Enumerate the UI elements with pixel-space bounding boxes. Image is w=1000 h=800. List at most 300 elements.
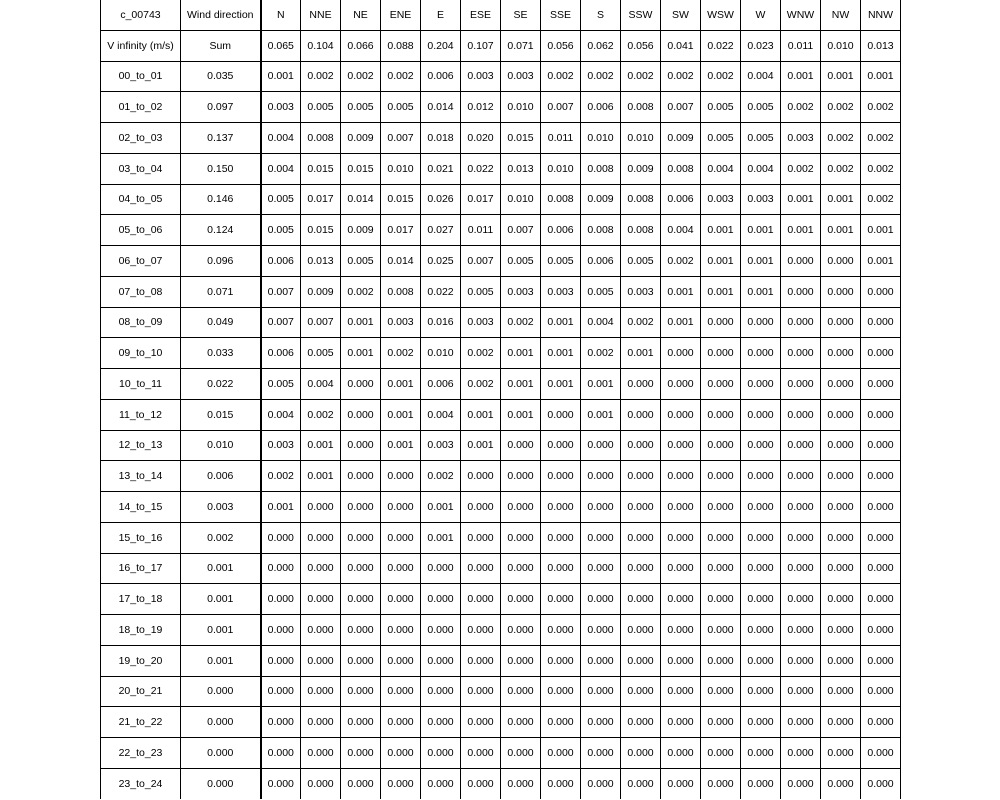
direction-value-cell: 0.007	[301, 307, 341, 338]
direction-value-cell: 0.002	[701, 61, 741, 92]
direction-value-cell: 0.007	[381, 123, 421, 154]
direction-value-cell: 0.003	[461, 307, 501, 338]
row-label-cell: 20_to_21	[101, 676, 181, 707]
total-cell: 0.137	[181, 123, 261, 154]
row-label-cell: V infinity (m/s)	[101, 30, 181, 61]
direction-value-cell: 0.000	[701, 553, 741, 584]
direction-value-cell: 0.000	[261, 522, 301, 553]
table-row	[101, 707, 901, 738]
direction-value-cell: 0.007	[661, 92, 701, 123]
direction-value-cell: 0.002	[421, 461, 461, 492]
total-cell: 0.000	[181, 707, 261, 738]
direction-value-cell: 0.000	[861, 492, 901, 523]
direction-value-cell: 0.007	[541, 92, 581, 123]
direction-value-cell: 0.000	[781, 768, 821, 798]
direction-value-cell: 0.005	[261, 369, 301, 400]
direction-value-cell: 0.000	[621, 430, 661, 461]
direction-value-cell: 0.000	[701, 430, 741, 461]
row-label-cell: 07_to_08	[101, 276, 181, 307]
direction-value-cell: 0.025	[421, 246, 461, 277]
direction-value-cell: 0.009	[581, 184, 621, 215]
direction-value-cell: 0.013	[501, 153, 541, 184]
direction-value-cell: 0.004	[741, 153, 781, 184]
direction-value-cell: SSW	[621, 0, 661, 30]
direction-value-cell: 0.005	[541, 246, 581, 277]
direction-value-cell: 0.000	[821, 738, 861, 769]
table-row	[101, 645, 901, 676]
direction-value-cell: 0.000	[301, 768, 341, 798]
direction-value-cell: 0.000	[341, 615, 381, 646]
direction-value-cell: N	[261, 0, 301, 30]
direction-value-cell: 0.000	[501, 584, 541, 615]
direction-value-cell: 0.000	[421, 553, 461, 584]
direction-value-cell: 0.000	[701, 399, 741, 430]
direction-value-cell: 0.000	[781, 276, 821, 307]
direction-value-cell: 0.020	[461, 123, 501, 154]
direction-value-cell: 0.000	[701, 338, 741, 369]
total-cell: 0.071	[181, 276, 261, 307]
direction-value-cell: 0.088	[381, 30, 421, 61]
direction-value-cell: 0.000	[581, 430, 621, 461]
direction-value-cell: 0.002	[461, 338, 501, 369]
total-cell: 0.003	[181, 492, 261, 523]
direction-value-cell: 0.005	[741, 92, 781, 123]
row-label-cell: 00_to_01	[101, 61, 181, 92]
table-row	[101, 399, 901, 430]
total-cell: 0.022	[181, 369, 261, 400]
direction-value-cell: 0.010	[581, 123, 621, 154]
direction-value-cell: 0.015	[301, 215, 341, 246]
direction-value-cell: 0.000	[781, 738, 821, 769]
direction-value-cell: 0.000	[781, 645, 821, 676]
direction-value-cell: 0.000	[661, 768, 701, 798]
direction-value-cell: 0.009	[341, 123, 381, 154]
direction-value-cell: 0.001	[461, 399, 501, 430]
header-row	[101, 0, 901, 30]
row-label-cell: 04_to_05	[101, 184, 181, 215]
direction-value-cell: 0.000	[701, 369, 741, 400]
direction-value-cell: 0.065	[261, 30, 301, 61]
direction-value-cell: 0.000	[741, 492, 781, 523]
direction-value-cell: 0.000	[661, 461, 701, 492]
direction-value-cell: 0.004	[261, 399, 301, 430]
direction-value-cell: 0.005	[741, 123, 781, 154]
table-row	[101, 492, 901, 523]
direction-value-cell: 0.000	[861, 369, 901, 400]
direction-value-cell: 0.006	[581, 246, 621, 277]
direction-value-cell: 0.002	[821, 123, 861, 154]
direction-value-cell: 0.000	[581, 522, 621, 553]
direction-value-cell: 0.000	[621, 553, 661, 584]
direction-value-cell: 0.001	[701, 215, 741, 246]
wind-distribution-table	[100, 0, 901, 799]
direction-value-cell: 0.000	[741, 584, 781, 615]
direction-value-cell: 0.022	[421, 276, 461, 307]
direction-value-cell: 0.066	[341, 30, 381, 61]
direction-value-cell: 0.000	[661, 492, 701, 523]
direction-value-cell: 0.008	[661, 153, 701, 184]
direction-value-cell: 0.000	[381, 645, 421, 676]
direction-value-cell: 0.002	[341, 276, 381, 307]
direction-value-cell: 0.002	[861, 153, 901, 184]
direction-value-cell: 0.000	[261, 707, 301, 738]
direction-value-cell: 0.003	[781, 123, 821, 154]
direction-value-cell: 0.001	[821, 184, 861, 215]
direction-value-cell: 0.000	[821, 584, 861, 615]
direction-value-cell: 0.000	[861, 307, 901, 338]
direction-value-cell: 0.000	[861, 676, 901, 707]
direction-value-cell: 0.005	[301, 92, 341, 123]
direction-value-cell: 0.000	[581, 738, 621, 769]
direction-value-cell: 0.010	[421, 338, 461, 369]
direction-value-cell: 0.008	[621, 92, 661, 123]
direction-value-cell: 0.011	[781, 30, 821, 61]
direction-value-cell: 0.009	[621, 153, 661, 184]
direction-value-cell: 0.000	[741, 522, 781, 553]
direction-value-cell: 0.001	[661, 276, 701, 307]
direction-value-cell: 0.008	[301, 123, 341, 154]
direction-value-cell: 0.000	[381, 492, 421, 523]
direction-value-cell: 0.056	[621, 30, 661, 61]
direction-value-cell: 0.000	[581, 584, 621, 615]
row-label-cell: 17_to_18	[101, 584, 181, 615]
direction-value-cell: 0.000	[501, 676, 541, 707]
direction-value-cell: 0.005	[621, 246, 661, 277]
direction-value-cell: 0.001	[821, 215, 861, 246]
table-row	[101, 584, 901, 615]
direction-value-cell: 0.204	[421, 30, 461, 61]
direction-value-cell: 0.000	[461, 492, 501, 523]
direction-value-cell: 0.000	[781, 676, 821, 707]
direction-value-cell: 0.006	[421, 369, 461, 400]
direction-value-cell: 0.000	[301, 707, 341, 738]
direction-value-cell: 0.014	[341, 184, 381, 215]
direction-value-cell: 0.000	[821, 768, 861, 798]
direction-value-cell: 0.000	[861, 399, 901, 430]
direction-value-cell: 0.000	[341, 707, 381, 738]
direction-value-cell: 0.000	[341, 676, 381, 707]
direction-value-cell: 0.000	[781, 430, 821, 461]
direction-value-cell: 0.000	[781, 399, 821, 430]
direction-value-cell: 0.000	[661, 738, 701, 769]
table-row	[101, 153, 901, 184]
direction-value-cell: 0.000	[661, 399, 701, 430]
direction-value-cell: 0.000	[341, 492, 381, 523]
table-row	[101, 738, 901, 769]
direction-value-cell: 0.001	[701, 276, 741, 307]
direction-value-cell: 0.000	[861, 738, 901, 769]
direction-value-cell: 0.001	[501, 369, 541, 400]
row-label-cell: 06_to_07	[101, 246, 181, 277]
direction-value-cell: S	[581, 0, 621, 30]
direction-value-cell: 0.000	[261, 768, 301, 798]
direction-value-cell: 0.001	[621, 338, 661, 369]
direction-value-cell: 0.071	[501, 30, 541, 61]
direction-value-cell: 0.000	[821, 492, 861, 523]
table-row	[101, 92, 901, 123]
direction-value-cell: 0.000	[781, 615, 821, 646]
direction-value-cell: 0.000	[381, 738, 421, 769]
direction-value-cell: 0.000	[821, 615, 861, 646]
direction-value-cell: 0.026	[421, 184, 461, 215]
direction-value-cell: 0.000	[621, 461, 661, 492]
direction-value-cell: 0.000	[501, 738, 541, 769]
direction-value-cell: 0.002	[581, 61, 621, 92]
row-label-cell: 15_to_16	[101, 522, 181, 553]
direction-value-cell: 0.002	[621, 307, 661, 338]
direction-value-cell: 0.000	[421, 738, 461, 769]
table-row	[101, 768, 901, 798]
direction-value-cell: 0.001	[541, 307, 581, 338]
row-label-cell: 03_to_04	[101, 153, 181, 184]
direction-value-cell: 0.001	[861, 246, 901, 277]
direction-value-cell: 0.000	[541, 492, 581, 523]
direction-value-cell: 0.000	[701, 461, 741, 492]
direction-value-cell: 0.000	[541, 645, 581, 676]
direction-value-cell: 0.000	[861, 430, 901, 461]
total-cell: 0.002	[181, 522, 261, 553]
direction-value-cell: 0.000	[461, 584, 501, 615]
direction-value-cell: 0.000	[541, 615, 581, 646]
direction-value-cell: 0.000	[501, 707, 541, 738]
direction-value-cell: 0.010	[621, 123, 661, 154]
direction-value-cell: 0.000	[421, 768, 461, 798]
direction-value-cell: WNW	[781, 0, 821, 30]
direction-value-cell: 0.000	[781, 707, 821, 738]
direction-value-cell: 0.000	[741, 461, 781, 492]
table-row	[101, 338, 901, 369]
direction-value-cell: 0.004	[581, 307, 621, 338]
direction-value-cell: 0.000	[501, 461, 541, 492]
direction-value-cell: 0.008	[581, 153, 621, 184]
direction-value-cell: 0.062	[581, 30, 621, 61]
table-row	[101, 123, 901, 154]
direction-value-cell: 0.000	[301, 615, 341, 646]
direction-value-cell: 0.004	[661, 215, 701, 246]
direction-value-cell: 0.023	[741, 30, 781, 61]
direction-value-cell: 0.010	[501, 92, 541, 123]
direction-value-cell: 0.000	[621, 369, 661, 400]
direction-value-cell: 0.002	[341, 61, 381, 92]
direction-value-cell: 0.002	[621, 61, 661, 92]
direction-value-cell: 0.000	[661, 645, 701, 676]
direction-value-cell: 0.008	[621, 184, 661, 215]
direction-value-cell: 0.004	[701, 153, 741, 184]
direction-value-cell: 0.002	[301, 61, 341, 92]
direction-value-cell: 0.014	[381, 246, 421, 277]
direction-value-cell: 0.000	[581, 553, 621, 584]
direction-value-cell: 0.000	[381, 707, 421, 738]
direction-value-cell: 0.000	[501, 615, 541, 646]
total-cell: 0.000	[181, 676, 261, 707]
direction-value-cell: 0.000	[621, 399, 661, 430]
direction-value-cell: 0.000	[581, 707, 621, 738]
total-cell: 0.033	[181, 338, 261, 369]
row-label-cell: 08_to_09	[101, 307, 181, 338]
direction-value-cell: 0.000	[621, 615, 661, 646]
row-label-cell: 22_to_23	[101, 738, 181, 769]
direction-value-cell: 0.000	[821, 645, 861, 676]
direction-value-cell: 0.000	[741, 615, 781, 646]
direction-value-cell: 0.010	[501, 184, 541, 215]
direction-value-cell: 0.000	[341, 553, 381, 584]
total-cell: 0.001	[181, 645, 261, 676]
direction-value-cell: NNE	[301, 0, 341, 30]
direction-value-cell: 0.015	[301, 153, 341, 184]
direction-value-cell: 0.001	[861, 215, 901, 246]
direction-value-cell: 0.000	[381, 615, 421, 646]
direction-value-cell: 0.006	[541, 215, 581, 246]
direction-value-cell: NNW	[861, 0, 901, 30]
direction-value-cell: 0.022	[701, 30, 741, 61]
direction-value-cell: 0.000	[821, 522, 861, 553]
direction-value-cell: 0.000	[581, 461, 621, 492]
direction-value-cell: 0.000	[741, 553, 781, 584]
direction-value-cell: 0.000	[701, 707, 741, 738]
direction-value-cell: 0.000	[741, 676, 781, 707]
direction-value-cell: 0.010	[541, 153, 581, 184]
direction-value-cell: 0.000	[341, 768, 381, 798]
direction-value-cell: 0.000	[701, 676, 741, 707]
direction-value-cell: 0.001	[861, 61, 901, 92]
direction-value-cell: 0.000	[261, 676, 301, 707]
direction-value-cell: 0.000	[701, 522, 741, 553]
direction-value-cell: 0.000	[541, 676, 581, 707]
direction-value-cell: 0.000	[301, 553, 341, 584]
table-row	[101, 215, 901, 246]
row-label-cell: 18_to_19	[101, 615, 181, 646]
direction-value-cell: 0.000	[741, 768, 781, 798]
direction-value-cell: 0.001	[501, 338, 541, 369]
direction-value-cell: 0.000	[461, 522, 501, 553]
direction-value-cell: SE	[501, 0, 541, 30]
direction-value-cell: 0.002	[781, 92, 821, 123]
direction-value-cell: 0.008	[381, 276, 421, 307]
direction-value-cell: 0.010	[821, 30, 861, 61]
direction-value-cell: 0.021	[421, 153, 461, 184]
direction-value-cell: 0.000	[381, 553, 421, 584]
direction-value-cell: 0.001	[661, 307, 701, 338]
direction-value-cell: 0.000	[501, 492, 541, 523]
direction-value-cell: 0.000	[741, 707, 781, 738]
direction-value-cell: 0.000	[861, 615, 901, 646]
direction-value-cell: 0.000	[461, 553, 501, 584]
direction-value-cell: 0.000	[461, 738, 501, 769]
direction-value-cell: 0.009	[341, 215, 381, 246]
direction-value-cell: 0.000	[661, 615, 701, 646]
direction-value-cell: 0.000	[621, 768, 661, 798]
direction-value-cell: 0.004	[261, 153, 301, 184]
direction-value-cell: 0.000	[261, 584, 301, 615]
direction-value-cell: 0.008	[621, 215, 661, 246]
direction-value-cell: 0.000	[781, 461, 821, 492]
direction-value-cell: 0.000	[581, 615, 621, 646]
direction-value-cell: 0.000	[741, 399, 781, 430]
direction-value-cell: 0.003	[501, 276, 541, 307]
direction-value-cell: 0.000	[701, 645, 741, 676]
direction-value-cell: 0.041	[661, 30, 701, 61]
wind-distribution-sheet	[100, 0, 900, 800]
direction-value-cell: 0.000	[861, 461, 901, 492]
total-cell: 0.000	[181, 768, 261, 798]
direction-value-cell: 0.000	[461, 615, 501, 646]
direction-value-cell: 0.000	[781, 553, 821, 584]
direction-value-cell: 0.004	[421, 399, 461, 430]
direction-value-cell: 0.003	[421, 430, 461, 461]
direction-value-cell: 0.000	[581, 492, 621, 523]
direction-value-cell: 0.004	[741, 61, 781, 92]
direction-value-cell: 0.007	[501, 215, 541, 246]
direction-value-cell: 0.000	[301, 645, 341, 676]
direction-value-cell: 0.000	[501, 768, 541, 798]
direction-value-cell: 0.003	[461, 61, 501, 92]
direction-value-cell: 0.000	[741, 738, 781, 769]
direction-value-cell: 0.002	[381, 338, 421, 369]
direction-value-cell: 0.000	[701, 738, 741, 769]
direction-value-cell: 0.000	[541, 553, 581, 584]
direction-value-cell: 0.000	[341, 522, 381, 553]
direction-value-cell: 0.000	[861, 768, 901, 798]
direction-value-cell: 0.000	[301, 522, 341, 553]
direction-value-cell: 0.001	[501, 399, 541, 430]
direction-value-cell: 0.000	[421, 676, 461, 707]
direction-value-cell: 0.000	[861, 707, 901, 738]
direction-value-cell: 0.000	[461, 645, 501, 676]
direction-value-cell: 0.000	[661, 430, 701, 461]
direction-value-cell: 0.000	[461, 707, 501, 738]
direction-value-cell: 0.001	[741, 276, 781, 307]
direction-value-cell: 0.000	[581, 645, 621, 676]
direction-value-cell: 0.006	[661, 184, 701, 215]
direction-value-cell: 0.005	[701, 92, 741, 123]
row-label-cell: 12_to_13	[101, 430, 181, 461]
direction-value-cell: 0.000	[381, 584, 421, 615]
direction-value-cell: 0.001	[581, 369, 621, 400]
direction-value-cell: W	[741, 0, 781, 30]
direction-value-cell: 0.005	[701, 123, 741, 154]
direction-value-cell: 0.003	[261, 92, 301, 123]
row-label-cell: 14_to_15	[101, 492, 181, 523]
row-label-cell: 23_to_24	[101, 768, 181, 798]
direction-value-cell: 0.001	[341, 307, 381, 338]
direction-value-cell: 0.008	[581, 215, 621, 246]
direction-value-cell: 0.000	[381, 461, 421, 492]
direction-value-cell: 0.000	[621, 707, 661, 738]
direction-value-cell: 0.000	[741, 430, 781, 461]
direction-value-cell: 0.009	[301, 276, 341, 307]
direction-value-cell: 0.009	[661, 123, 701, 154]
direction-value-cell: 0.000	[421, 707, 461, 738]
direction-value-cell: 0.000	[781, 584, 821, 615]
direction-value-cell: 0.015	[381, 184, 421, 215]
direction-value-cell: 0.000	[341, 369, 381, 400]
row-label-cell: 09_to_10	[101, 338, 181, 369]
direction-value-cell: 0.000	[381, 676, 421, 707]
direction-value-cell: 0.000	[701, 584, 741, 615]
direction-value-cell: 0.003	[701, 184, 741, 215]
direction-value-cell: 0.001	[341, 338, 381, 369]
direction-value-cell: 0.017	[461, 184, 501, 215]
direction-value-cell: WSW	[701, 0, 741, 30]
direction-value-cell: 0.005	[461, 276, 501, 307]
direction-value-cell: 0.000	[261, 615, 301, 646]
direction-value-cell: 0.000	[661, 584, 701, 615]
direction-value-cell: 0.000	[341, 399, 381, 430]
direction-value-cell: 0.002	[861, 123, 901, 154]
direction-value-cell: 0.005	[341, 246, 381, 277]
direction-value-cell: 0.000	[821, 338, 861, 369]
row-label-cell: 02_to_03	[101, 123, 181, 154]
